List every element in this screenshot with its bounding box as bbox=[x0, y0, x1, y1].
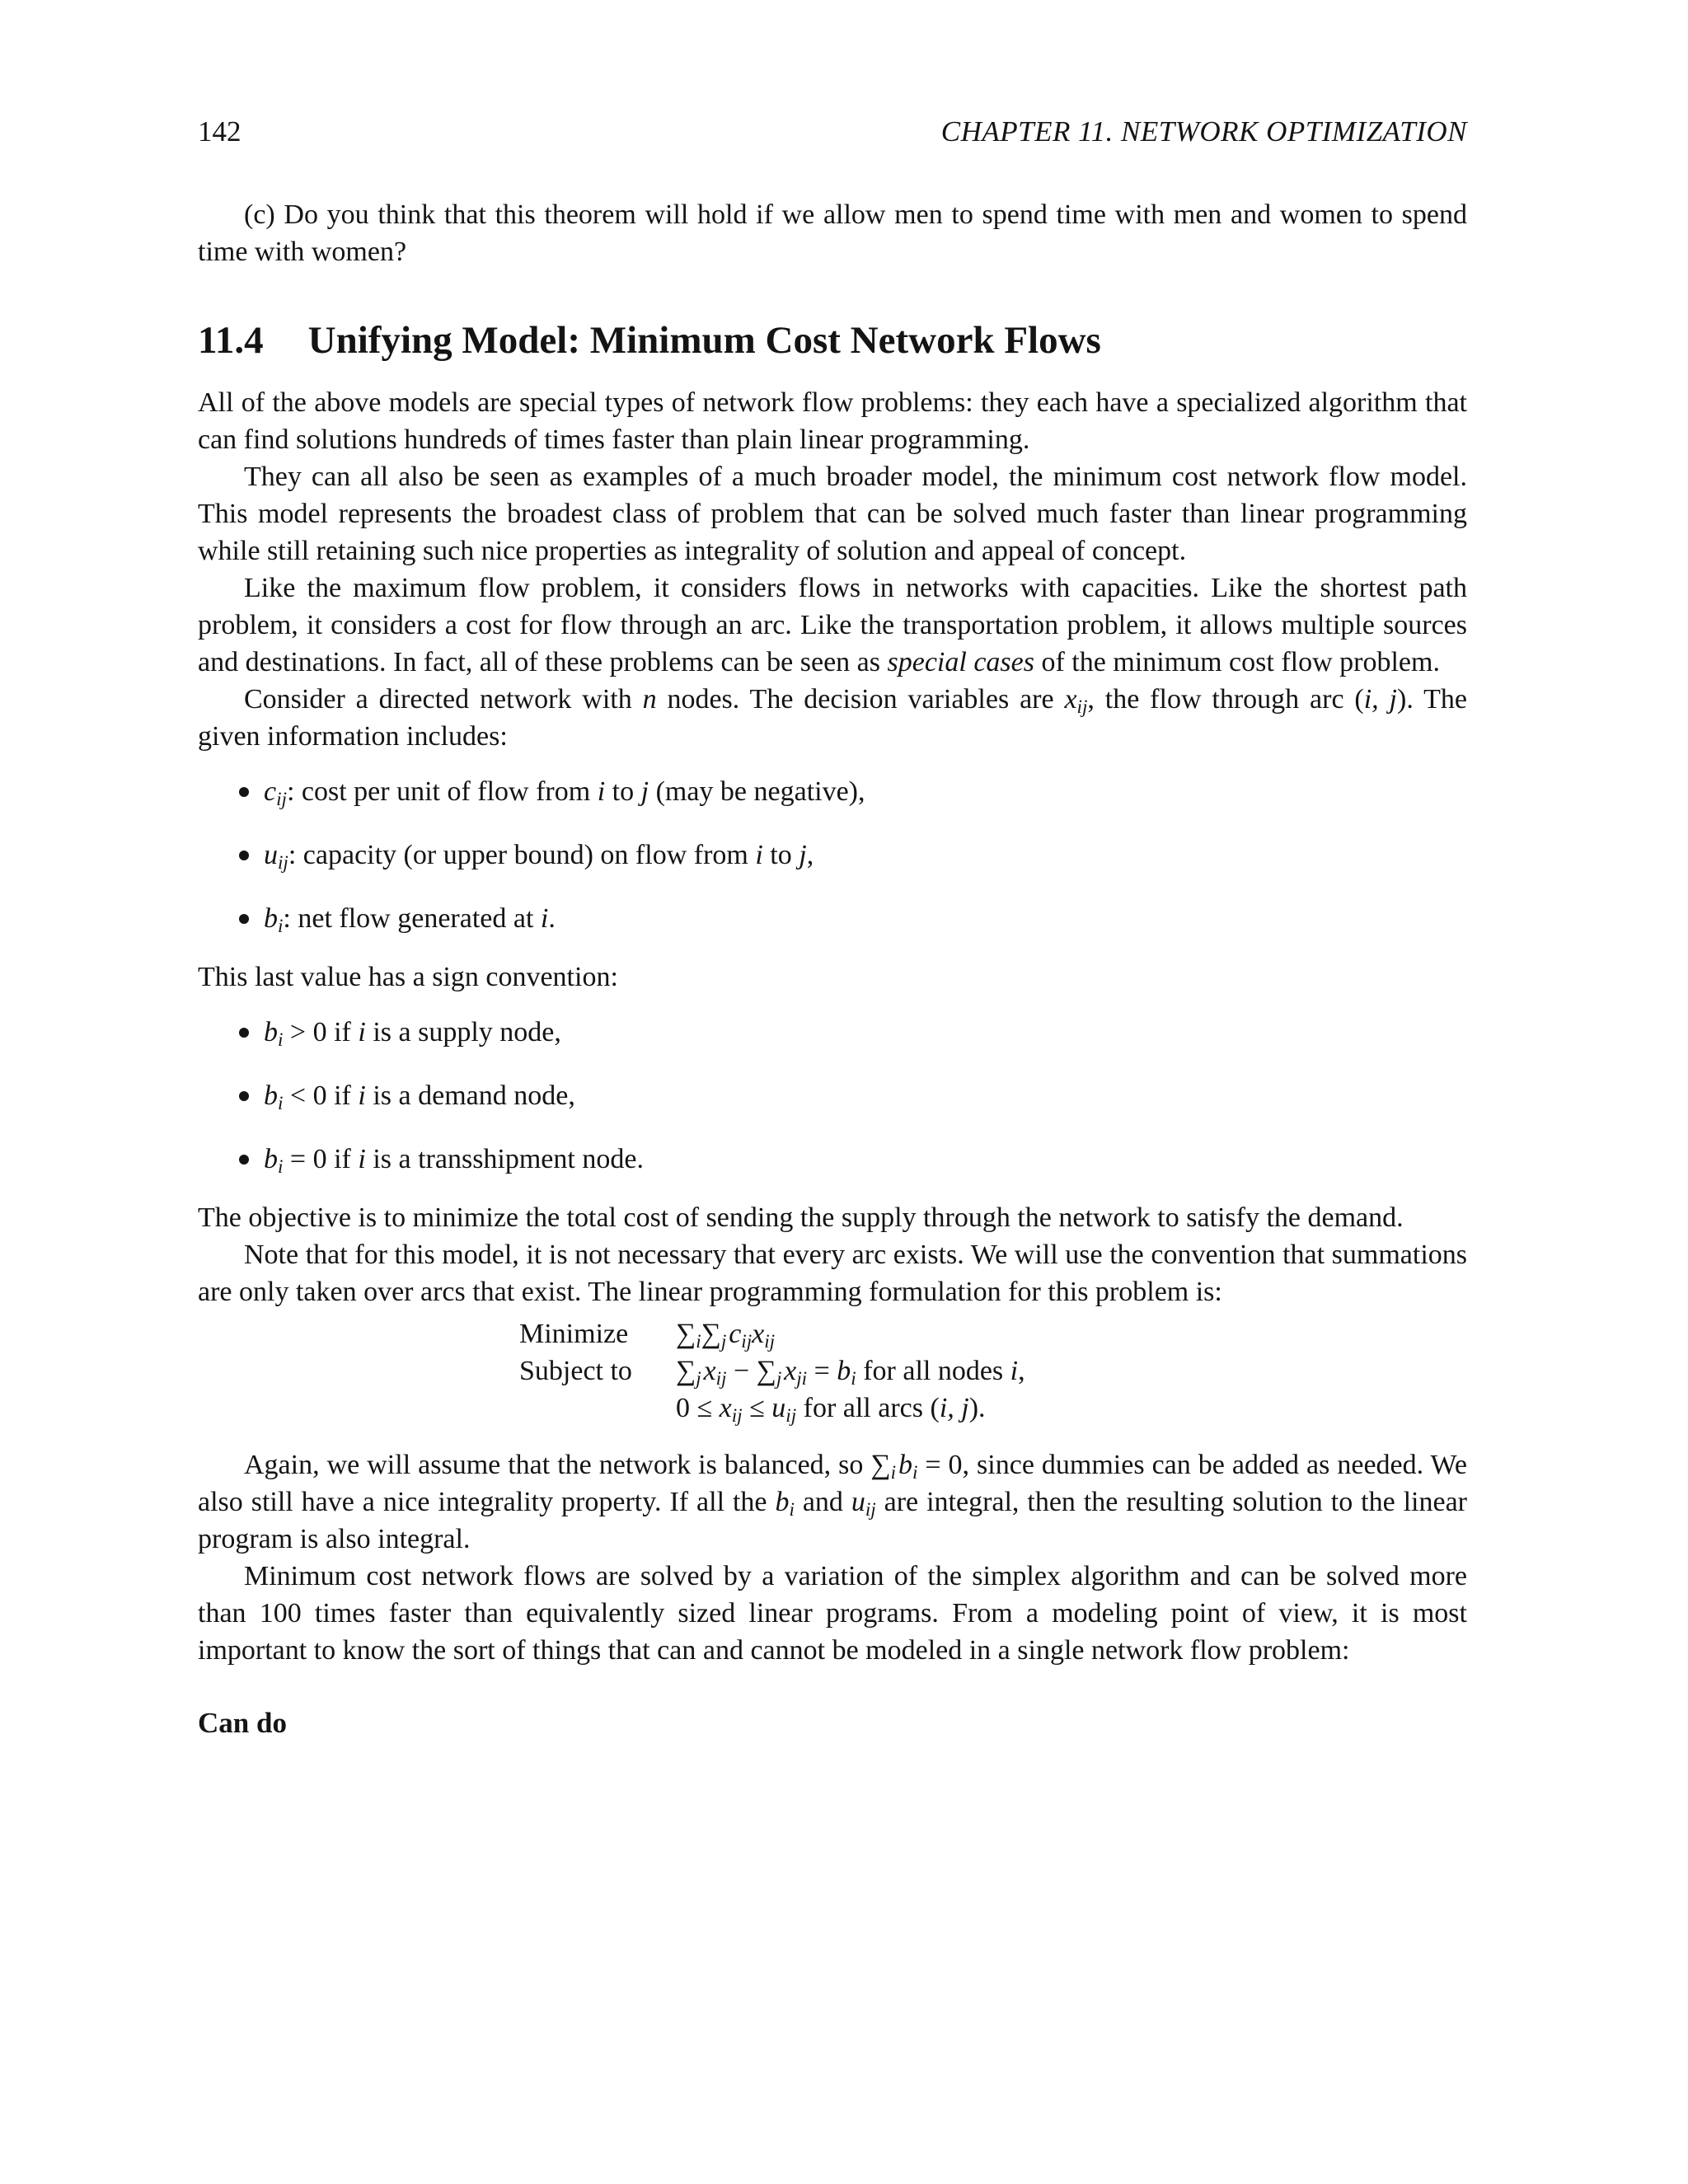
math-x: x bbox=[784, 1356, 797, 1386]
math-symbol: u bbox=[264, 840, 278, 870]
math-sub: ij bbox=[276, 788, 287, 810]
math-var: i bbox=[358, 1017, 366, 1047]
math-sub: i bbox=[278, 1029, 284, 1051]
text: and bbox=[794, 1487, 851, 1517]
paragraph-5: This last value has a sign convention: bbox=[198, 962, 618, 992]
math-sub: ij bbox=[715, 1367, 727, 1390]
paragraph-7: Note that for this model, it is not necessary that every arc exists. We will use the convention that summations are only taken over arcs that exist. The linear programming formulation for this problem is: bbox=[198, 1240, 1467, 1307]
text: : capacity (or upper bound) on flow from bbox=[288, 840, 756, 870]
text: : cost per unit of flow from bbox=[286, 776, 598, 807]
can-do-heading: Can do bbox=[198, 1707, 287, 1739]
text: < 0 if bbox=[283, 1080, 359, 1111]
bullet-icon bbox=[239, 1155, 249, 1165]
math-var: i bbox=[358, 1080, 366, 1111]
text: ). bbox=[968, 1393, 986, 1423]
math-sub: ij bbox=[731, 1404, 743, 1427]
text: ). The given information includes: bbox=[198, 684, 1467, 752]
subject-to-label: Subject to bbox=[519, 1356, 632, 1386]
bullet-icon bbox=[239, 851, 249, 860]
list-item bbox=[239, 837, 1467, 874]
text: is a demand node, bbox=[365, 1080, 575, 1111]
math-sub: ij bbox=[785, 1404, 797, 1427]
math-sub: j bbox=[720, 1330, 727, 1352]
math-var: i bbox=[597, 776, 606, 807]
paragraph-3-text: Like the maximum flow problem, it considers flows in networks with capacities. Like the shortest path problem, it considers a cost for flow through an arc. Like the transportation problem, it allows multiple sources and destinations. In fact, all of these problems can be seen as bbox=[198, 573, 1467, 677]
math-sub: i bbox=[278, 915, 284, 937]
paragraph-3 bbox=[198, 569, 1467, 681]
math-sub: ij bbox=[278, 851, 288, 874]
math-sub: ij bbox=[741, 1330, 753, 1352]
bullet-icon bbox=[239, 914, 249, 924]
list-item bbox=[239, 1141, 1467, 1178]
text: = 0 if bbox=[283, 1144, 359, 1174]
math-symbol: b bbox=[264, 903, 278, 934]
lp-formulation bbox=[519, 1315, 1467, 1427]
section-number: 11.4 bbox=[198, 319, 264, 362]
math-var: i bbox=[755, 840, 763, 870]
math-sub: ji bbox=[796, 1367, 808, 1390]
math-c: c bbox=[729, 1319, 742, 1349]
section-title: Unifying Model: Minimum Cost Network Flows bbox=[307, 319, 1101, 362]
math-sub: j bbox=[696, 1367, 701, 1390]
math-sub: ij bbox=[865, 1498, 876, 1521]
given-info-list bbox=[198, 773, 1467, 937]
math-i: i bbox=[1010, 1356, 1019, 1386]
sum-symbol: ∑ bbox=[701, 1319, 721, 1349]
exercise-part-c: (c) Do you think that this theorem will hold if we allow men to spend time with men and women to spend time with women? bbox=[198, 199, 1467, 267]
math-sub: i bbox=[890, 1461, 897, 1483]
list-item bbox=[239, 900, 1467, 937]
section-heading bbox=[198, 318, 1467, 363]
flow-balance-constraint bbox=[676, 1352, 1467, 1390]
sign-convention-list bbox=[198, 1014, 1467, 1178]
math-var: j bbox=[640, 776, 649, 807]
math-sub: i bbox=[789, 1498, 795, 1521]
text: Consider a directed network with bbox=[244, 684, 643, 715]
formulation-spacer bbox=[519, 1390, 676, 1427]
math-u: u bbox=[771, 1393, 786, 1423]
math-b: b bbox=[837, 1356, 851, 1386]
paragraph-9: Minimum cost network flows are solved by a variation of the simplex algorithm and can be solved more than 100 times faster than equivalently sized linear programs. From a modeling point of view, it is most important to know the sort of things that can and cannot be modeled in a single network flow problem: bbox=[198, 1561, 1467, 1666]
text: : net flow generated at bbox=[283, 903, 541, 934]
sum-symbol: ∑ bbox=[676, 1319, 696, 1349]
text: (may be negative), bbox=[649, 776, 865, 807]
math-symbol: b bbox=[264, 1144, 278, 1174]
paragraph-8 bbox=[198, 1446, 1467, 1558]
capacity-constraint bbox=[676, 1390, 1467, 1427]
math-n: n bbox=[642, 684, 657, 715]
paragraph-3-tail: of the minimum cost flow problem. bbox=[1034, 647, 1440, 677]
sum-symbol: ∑ bbox=[756, 1356, 776, 1386]
math-sub: i bbox=[278, 1092, 284, 1114]
math-b: b bbox=[775, 1487, 790, 1517]
text: nodes. The decision variables are bbox=[656, 684, 1065, 715]
running-header bbox=[198, 115, 1467, 157]
math-var: i bbox=[358, 1144, 366, 1174]
math-var: i bbox=[540, 903, 549, 934]
math-sub: i bbox=[696, 1330, 701, 1352]
text: to bbox=[605, 776, 641, 807]
text: Again, we will assume that the network is balanced, so bbox=[244, 1450, 871, 1480]
bullet-icon bbox=[239, 1091, 249, 1101]
text: , bbox=[806, 840, 814, 870]
list-item bbox=[239, 1014, 1467, 1051]
text: is a supply node, bbox=[365, 1017, 561, 1047]
paragraph-4 bbox=[198, 681, 1467, 755]
math-symbol: b bbox=[264, 1080, 278, 1111]
text: for all nodes bbox=[856, 1356, 1010, 1386]
chapter-title: CHAPTER 11. NETWORK OPTIMIZATION bbox=[940, 115, 1467, 148]
bullet-icon bbox=[239, 1028, 249, 1038]
math-x: x bbox=[703, 1356, 716, 1386]
paragraph-1: All of the above models are special types of network flow problems: they each have a specialized algorithm that can find solutions hundreds of times faster than plain linear programming. bbox=[198, 387, 1467, 455]
text: ≤ bbox=[742, 1393, 772, 1423]
math-sub: j bbox=[776, 1367, 782, 1390]
math-symbol: c bbox=[264, 776, 277, 807]
text: is a transshipment node. bbox=[365, 1144, 644, 1174]
sum-symbol: ∑ bbox=[870, 1450, 891, 1480]
paragraph-6: The objective is to minimize the total cost of sending the supply through the network to satisfy the demand. bbox=[198, 1202, 1404, 1233]
math-x: x bbox=[719, 1393, 732, 1423]
text: . bbox=[548, 903, 556, 934]
equals: = bbox=[807, 1356, 837, 1386]
math-sub: i bbox=[278, 1155, 284, 1178]
math-u: u bbox=[851, 1487, 865, 1517]
text: , the flow through arc ( bbox=[1087, 684, 1364, 715]
minus: − bbox=[726, 1356, 757, 1386]
page bbox=[198, 115, 1467, 1740]
math-ij: i, j bbox=[939, 1393, 969, 1423]
minimize-label: Minimize bbox=[519, 1319, 629, 1349]
math-b: b bbox=[898, 1450, 912, 1480]
paragraph-2: They can all also be seen as examples of a much broader model, the minimum cost network flow model. This model represents the broadest class of problem that can be solved much faster than linear programming while still retaining such nice properties as integrality of solution and appeal of concept. bbox=[198, 462, 1467, 566]
text: 0 ≤ bbox=[676, 1393, 720, 1423]
math-sub: ij bbox=[1076, 696, 1088, 718]
math-sub: i bbox=[851, 1367, 856, 1390]
objective-expression bbox=[676, 1315, 1467, 1352]
math-ij: i, j bbox=[1363, 684, 1398, 715]
text: for all arcs ( bbox=[796, 1393, 940, 1423]
text: > 0 if bbox=[283, 1017, 359, 1047]
text: = 0, since dummies can be added as needed. We also still have a nice integrality property. If all the bbox=[198, 1450, 1467, 1517]
math-symbol: b bbox=[264, 1017, 278, 1047]
text: , bbox=[1018, 1356, 1025, 1386]
page-number: 142 bbox=[198, 115, 241, 148]
math-sub: i bbox=[912, 1461, 918, 1483]
list-item bbox=[239, 1077, 1467, 1114]
text: to bbox=[762, 840, 799, 870]
emphasis-special-cases: special cases bbox=[887, 647, 1034, 677]
math-sub: ij bbox=[764, 1330, 776, 1352]
math-var: j bbox=[799, 840, 807, 870]
math-x: x bbox=[752, 1319, 765, 1349]
math-x: x bbox=[1064, 684, 1077, 715]
list-item bbox=[239, 773, 1467, 810]
math-xij bbox=[1064, 684, 1088, 718]
text: are integral, then the resulting solution to the linear program is also integral. bbox=[198, 1487, 1468, 1554]
bullet-icon bbox=[239, 787, 249, 797]
sum-symbol: ∑ bbox=[676, 1356, 696, 1386]
